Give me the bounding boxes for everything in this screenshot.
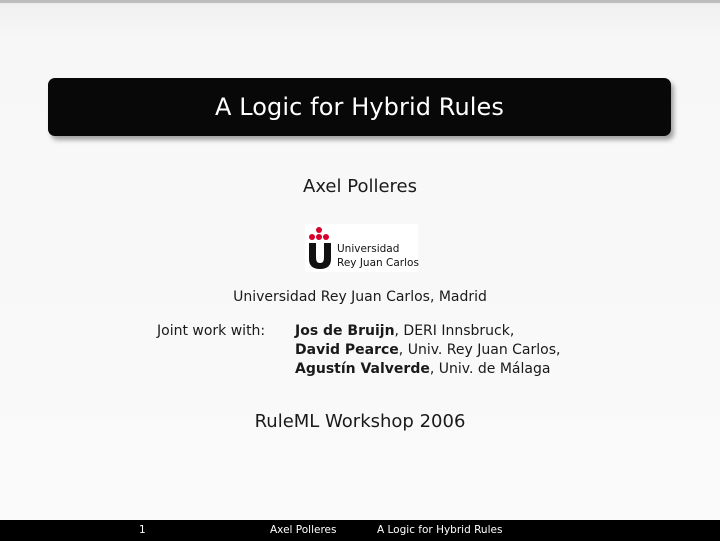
collaborator-item (295, 341, 560, 360)
collaborator-item (295, 360, 560, 379)
author-name: Axel Polleres (303, 176, 417, 197)
collaborator-affiliation: , DERI Innsbruck, (394, 323, 515, 339)
logo-dots-icon (308, 227, 330, 241)
logo-line-2: Rey Juan Carlos (337, 256, 419, 269)
slide-title: A Logic for Hybrid Rules (214, 93, 505, 121)
collaborator-item (295, 322, 560, 341)
footer-bar (0, 520, 720, 541)
footer-page-number: 1 (139, 524, 146, 536)
collaborator-list (295, 322, 560, 379)
logo-line-1: Universidad (337, 243, 400, 255)
title-box (48, 78, 671, 136)
collaborator-name: David Pearce (295, 342, 399, 358)
collaborator-name: Jos de Bruijn (295, 323, 395, 339)
event-name: RuleML Workshop 2006 (254, 411, 466, 432)
logo-u-icon (307, 240, 333, 270)
footer-author: Axel Polleres (270, 524, 337, 536)
footer-title: A Logic for Hybrid Rules (377, 524, 503, 536)
logo-wordmark (337, 243, 419, 270)
affiliation: Universidad Rey Juan Carlos, Madrid (233, 289, 487, 305)
top-rule (0, 0, 720, 3)
collaborator-affiliation: , Univ. de Málaga (429, 361, 551, 377)
collaborator-affiliation: , Univ. Rey Juan Carlos, (398, 342, 561, 358)
university-logo (305, 224, 418, 272)
collaborator-name: Agustín Valverde (295, 361, 430, 377)
joint-work-label: Joint work with: (157, 323, 266, 339)
